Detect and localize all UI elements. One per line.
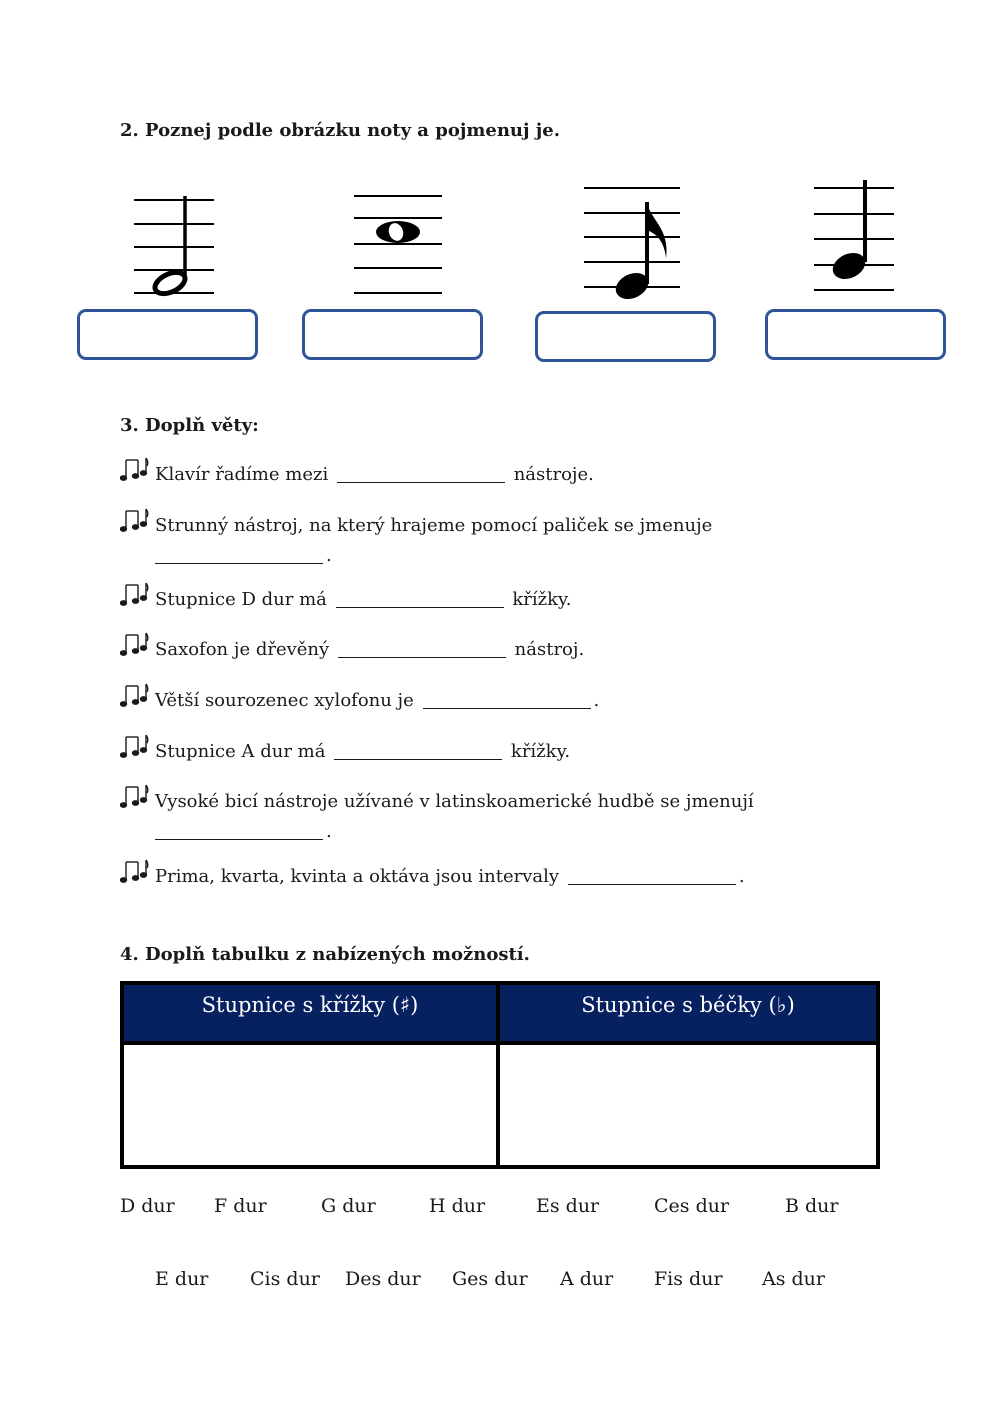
sentence-7-before: Vysoké bicí nástroje užívané v latinskoamerické hudbě se jmenují <box>155 791 754 812</box>
table-cell-flats[interactable] <box>500 1045 876 1165</box>
sentence-6-after: křížky. <box>510 741 571 762</box>
answer-box-note-2[interactable] <box>302 309 483 360</box>
blank-4[interactable] <box>338 637 506 658</box>
option-a-dur[interactable]: A dur <box>560 1268 614 1290</box>
sentence-6-before: Stupnice A dur má <box>155 741 326 762</box>
answer-box-note-3[interactable] <box>535 311 716 362</box>
note-pictures-row <box>0 0 1000 380</box>
blank-5[interactable] <box>423 688 591 709</box>
scales-table <box>120 981 880 1169</box>
sentence-2 <box>120 511 820 571</box>
music-notes-icon <box>120 581 150 611</box>
table-header-sharps: Stupnice s křížky (♯) <box>124 985 500 1045</box>
option-h-dur[interactable]: H dur <box>429 1195 486 1217</box>
blank-2[interactable] <box>155 543 323 564</box>
sentence-7-after: . <box>326 821 332 842</box>
sentence-3-before: Stupnice D dur má <box>155 589 327 610</box>
option-g-dur[interactable]: G dur <box>321 1195 376 1217</box>
half-note-icon <box>130 190 220 300</box>
sentence-2-before: Strunný nástroj, na který hrajeme pomocí paliček se jmenuje <box>155 515 713 536</box>
sentence-3-after: křížky. <box>512 589 572 610</box>
option-ces-dur[interactable]: Ces dur <box>654 1195 730 1217</box>
sentence-4-before: Saxofon je dřevěný <box>155 639 330 660</box>
sentence-2-after: . <box>326 545 332 566</box>
option-b-dur[interactable]: B dur <box>785 1195 839 1217</box>
sentence-8-after: . <box>738 866 745 887</box>
sentence-7 <box>120 787 840 847</box>
sentence-5-before: Větší sourozenec xylofonu je <box>155 690 414 711</box>
option-d-dur[interactable]: D dur <box>120 1195 175 1217</box>
music-notes-icon <box>120 456 150 486</box>
eighth-note-icon <box>582 180 682 305</box>
sentence-8 <box>120 862 820 892</box>
blank-6[interactable] <box>334 739 502 760</box>
sentence-4-after: nástroj. <box>514 639 585 660</box>
table-cell-sharps[interactable] <box>124 1045 500 1165</box>
blank-3[interactable] <box>336 587 504 608</box>
sentence-4 <box>120 635 820 665</box>
option-des-dur[interactable]: Des dur <box>345 1268 421 1290</box>
sentence-5 <box>120 686 820 716</box>
option-as-dur[interactable]: As dur <box>762 1268 825 1290</box>
sentence-1-after: nástroje. <box>513 464 594 485</box>
section-2-heading: 2. Poznej podle obrázku noty a pojmenuj je. <box>120 120 561 141</box>
music-notes-icon <box>120 682 150 712</box>
music-notes-icon <box>120 858 150 888</box>
quarter-note-icon <box>812 178 897 296</box>
whole-note-icon <box>350 188 445 300</box>
sentence-6 <box>120 737 820 767</box>
answer-box-note-4[interactable] <box>765 309 946 360</box>
sentence-8-before: Prima, kvarta, kvinta a oktáva jsou intervaly <box>155 866 560 887</box>
music-notes-icon <box>120 733 150 763</box>
blank-8[interactable] <box>568 864 736 885</box>
table-header-flats: Stupnice s béčky (♭) <box>500 985 876 1045</box>
music-notes-icon <box>120 507 150 537</box>
sentence-1 <box>120 460 820 490</box>
section-3-heading: 3. Doplň věty: <box>120 415 259 436</box>
option-es-dur[interactable]: Es dur <box>536 1195 600 1217</box>
option-ges-dur[interactable]: Ges dur <box>452 1268 528 1290</box>
music-notes-icon <box>120 783 150 813</box>
blank-1[interactable] <box>337 462 505 483</box>
option-cis-dur[interactable]: Cis dur <box>250 1268 320 1290</box>
option-fis-dur[interactable]: Fis dur <box>654 1268 723 1290</box>
sentence-3 <box>120 585 820 615</box>
sentence-1-before: Klavír řadíme mezi <box>155 464 329 485</box>
answer-box-note-1[interactable] <box>77 309 258 360</box>
blank-7[interactable] <box>155 819 323 840</box>
section-4-heading: 4. Doplň tabulku z nabízených možností. <box>120 944 530 965</box>
option-f-dur[interactable]: F dur <box>214 1195 267 1217</box>
sentence-5-after: . <box>593 690 600 711</box>
option-e-dur[interactable]: E dur <box>155 1268 209 1290</box>
music-notes-icon <box>120 631 150 661</box>
